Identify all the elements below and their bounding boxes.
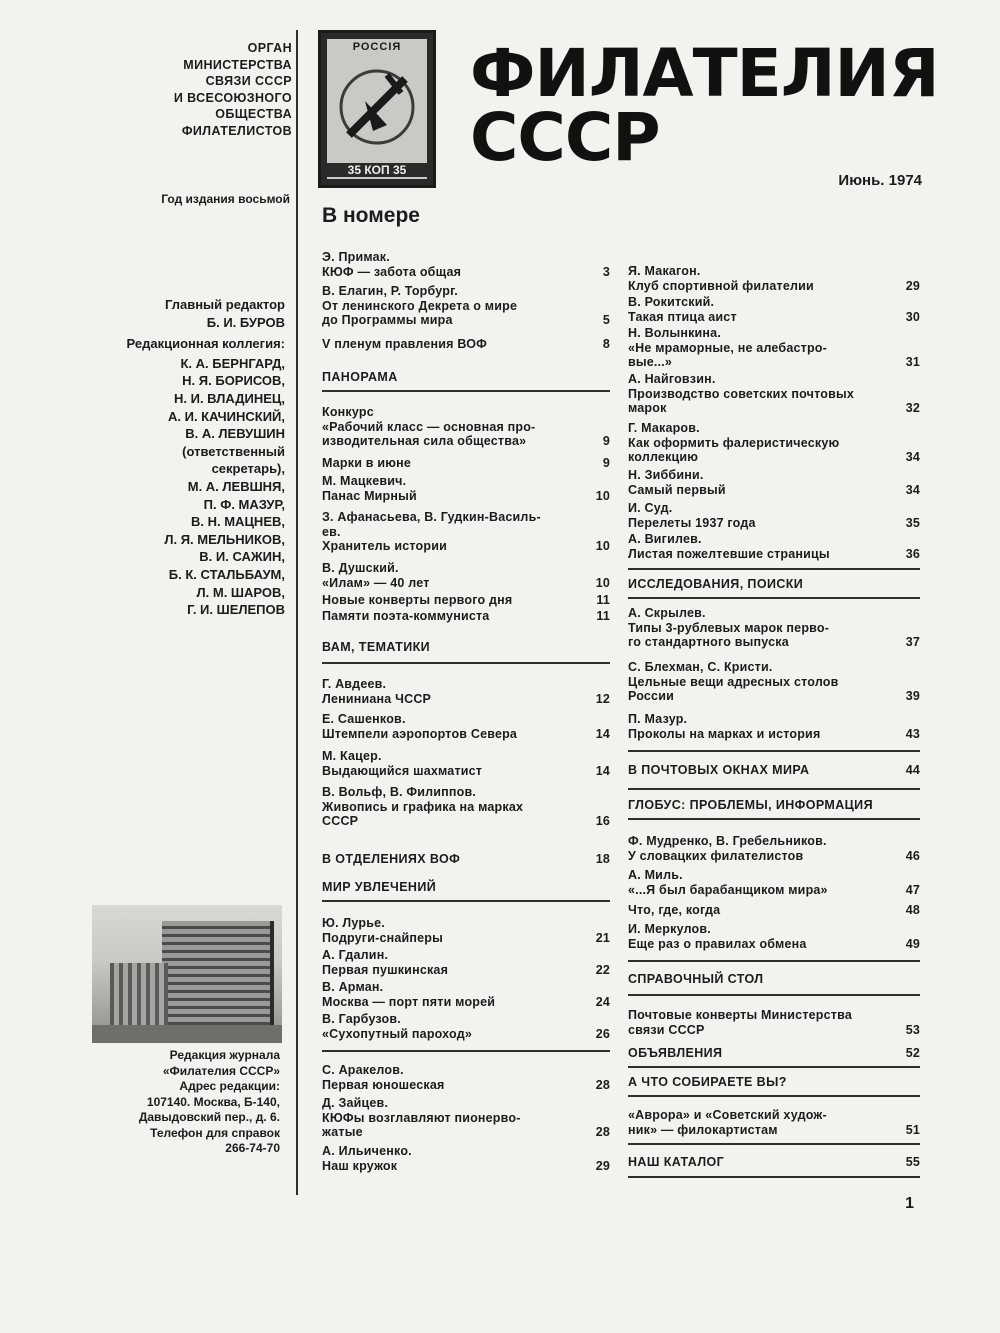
toc-author: Э. Примак.	[322, 250, 390, 264]
stamp-top-label: РОССIЯ	[352, 41, 402, 53]
stamp-bottom-label: 35 КОП 35	[321, 163, 433, 177]
toc-title: жатые	[322, 1125, 363, 1139]
section-catalog: НАШ КАТАЛОГ	[628, 1155, 725, 1169]
toc-page: 52	[905, 1046, 920, 1060]
page-number: 1	[905, 1195, 914, 1212]
toc-title: Живопись и графика на марках	[322, 799, 524, 814]
toc-author: И. Суд.	[628, 501, 673, 515]
toc-entry	[628, 532, 920, 561]
section-ads: ОБЪЯВЛЕНИЯ	[628, 1046, 723, 1060]
section-rule	[628, 788, 920, 790]
section-rule	[322, 390, 610, 392]
toc-author: В. Рокитский.	[628, 295, 715, 309]
section-rule	[628, 1095, 920, 1097]
toc-author: Н. Волынкина.	[628, 326, 722, 340]
toc-entry	[322, 510, 610, 554]
toc-author: С. Аракелов.	[322, 1063, 404, 1077]
board-member: Н. Я. БОРИСОВ,	[182, 373, 285, 389]
toc-page: 35	[905, 515, 920, 530]
toc-entry	[628, 501, 920, 530]
address-line: 266-74-70	[225, 1141, 280, 1155]
toc-author: А. Ильиченко.	[322, 1144, 412, 1158]
toc-entry	[322, 1012, 610, 1041]
toc-title: От ленинского Декрета о мире	[322, 298, 518, 313]
toc-author: Д. Зайцев.	[322, 1096, 389, 1110]
toc-title: Первая юношеская	[322, 1077, 445, 1092]
toc-title: Выдающийся шахматист	[322, 763, 483, 778]
toc-section-entry	[628, 763, 920, 778]
board-member: А. И. КАЧИНСКИЙ,	[168, 408, 285, 424]
board-member: Г. И. ШЕЛЕПОВ	[187, 602, 285, 618]
toc-entry	[628, 712, 920, 741]
toc-entry	[322, 456, 610, 471]
section-rule	[628, 1143, 920, 1145]
toc-page: 14	[595, 763, 610, 778]
building-tower	[162, 921, 274, 1025]
toc-title: Подруги-снайперы	[322, 930, 444, 945]
toc-entry	[628, 372, 920, 416]
toc-page: 8	[602, 337, 610, 351]
org-line: ОБЩЕСТВА	[215, 107, 292, 121]
toc-entry	[628, 660, 920, 704]
toc-page: 30	[905, 309, 920, 324]
editorial-address	[60, 1048, 280, 1157]
toc-title: «Аврора» и «Советский худож-	[628, 1108, 827, 1122]
section-rule	[628, 568, 920, 570]
toc-author: В. Арман.	[322, 980, 384, 994]
chief-editor-label: Главный редактор	[165, 297, 285, 312]
toc-title: Проколы на марках и история	[628, 726, 821, 741]
toc-title: марок	[628, 401, 667, 415]
toc-page: 10	[595, 539, 610, 553]
toc-page: 22	[595, 962, 610, 977]
toc-page: 29	[905, 278, 920, 293]
toc-page: 26	[595, 1026, 610, 1041]
toc-title: Что, где, когда	[628, 903, 721, 917]
toc-title: Листая пожелтевшие страницы	[628, 546, 830, 561]
toc-page: 18	[595, 852, 610, 866]
address-line: Адрес редакции:	[179, 1079, 280, 1093]
toc-page: 34	[905, 482, 920, 497]
toc-page: 28	[595, 1077, 610, 1092]
toc-page: 9	[602, 456, 610, 470]
contents-heading: В номере	[322, 204, 420, 227]
toc-entry	[628, 868, 920, 897]
section-reference: СПРАВОЧНЫЙ СТОЛ	[628, 972, 764, 986]
board-member: М. А. ЛЕВШНЯ,	[187, 478, 285, 494]
toc-page: 36	[905, 546, 920, 561]
toc-title: Цельные вещи адресных столов	[628, 674, 839, 689]
toc-entry	[322, 405, 610, 449]
section-panorama: ПАНОРАМА	[322, 370, 398, 384]
toc-entry	[628, 264, 920, 293]
toc-entry	[628, 421, 920, 465]
board-member: Н. И. ВЛАДИНЕЦ,	[173, 390, 285, 406]
toc-entry	[628, 1108, 920, 1137]
toc-entry	[322, 916, 610, 945]
toc-entry	[322, 1063, 610, 1092]
toc-page: 14	[595, 726, 610, 741]
toc-entry	[628, 903, 920, 918]
issue-date: Июнь. 1974	[838, 172, 922, 189]
section-rule	[628, 597, 920, 599]
section-rule	[628, 994, 920, 996]
toc-page: 28	[595, 1125, 610, 1139]
toc-page: 16	[595, 814, 610, 828]
toc-section-entry	[628, 1155, 920, 1170]
toc-title: Марки в июне	[322, 456, 411, 470]
section-research: ИССЛЕДОВАНИЯ, ПОИСКИ	[628, 577, 804, 591]
toc-page: 24	[595, 994, 610, 1009]
toc-author: П. Мазур.	[628, 712, 688, 726]
toc-author: В. Вольф, В. Филиппов.	[322, 785, 477, 799]
toc-page: 47	[905, 882, 920, 897]
toc-title: Такая птица аист	[628, 309, 737, 324]
toc-title: Памяти поэта-коммуниста	[322, 609, 490, 623]
toc-page: 53	[905, 1022, 920, 1037]
toc-author: Я. Макагон.	[628, 264, 701, 278]
address-line: 107140. Москва, Б-140,	[146, 1094, 280, 1109]
toc-page: 39	[905, 689, 920, 703]
toc-author: М. Мацкевич.	[322, 474, 407, 488]
toc-title: Конкурс	[322, 405, 374, 419]
address-line: Телефон для справок	[150, 1125, 280, 1140]
toc-title: СССР	[322, 814, 359, 828]
toc-entry	[322, 785, 610, 829]
toc-entry	[322, 593, 610, 608]
toc-author: А. Миль.	[628, 868, 683, 882]
editorial-board	[85, 296, 285, 619]
toc-author: Г. Макаров.	[628, 421, 700, 435]
toc-title: «Рабочий класс — основная про-	[322, 419, 536, 434]
toc-author: Е. Сашенков.	[322, 712, 406, 726]
toc-entry	[322, 1096, 610, 1140]
toc-entry	[628, 1008, 920, 1037]
toc-title: «Сухопутный пароход»	[322, 1026, 472, 1041]
title-line-2: СССР	[470, 99, 660, 176]
toc-entry	[322, 609, 610, 624]
toc-title: Клуб спортивной филателии	[628, 278, 814, 293]
publication-year: Год издания восьмой	[161, 192, 290, 206]
toc-title: «Илам» — 40 лет	[322, 575, 430, 590]
org-line: МИНИСТЕРСТВА	[183, 57, 292, 72]
toc-title: Штемпели аэропортов Севера	[322, 726, 518, 741]
toc-page: 37	[905, 635, 920, 649]
stamp-image	[327, 39, 427, 179]
toc-author: М. Кацер.	[322, 749, 382, 763]
section-hobby: МИР УВЛЕЧЕНИЙ	[322, 880, 437, 894]
street	[92, 1025, 282, 1043]
toc-entry	[322, 677, 610, 706]
toc-entry	[322, 561, 610, 590]
toc-page: 46	[905, 848, 920, 863]
toc-page: 11	[596, 593, 610, 607]
section-rule	[322, 900, 610, 902]
toc-page: 34	[905, 450, 920, 464]
address-line: Давыдовский пер., д. 6.	[138, 1110, 280, 1124]
org-line: СВЯЗИ СССР	[205, 74, 292, 88]
toc-entry	[322, 948, 610, 977]
address-line: Редакция журнала	[169, 1048, 280, 1062]
toc-title: го стандартного выпуска	[628, 635, 789, 649]
toc-entry	[628, 295, 920, 324]
section-themes: ВАМ, ТЕМАТИКИ	[322, 640, 431, 654]
toc-entry	[628, 468, 920, 497]
toc-page: 9	[602, 434, 610, 448]
toc-author: Н. Зиббини.	[628, 468, 704, 482]
section-rule	[322, 1050, 610, 1052]
toc-title: Еще раз о правилах обмена	[628, 936, 807, 951]
toc-title: Хранитель истории	[322, 539, 447, 553]
office-building-photo	[92, 905, 282, 1043]
toc-entry	[628, 326, 920, 370]
toc-title: вые...»	[628, 355, 673, 369]
toc-entry	[322, 284, 610, 328]
toc-entry	[322, 712, 610, 741]
stamp-art	[327, 39, 427, 179]
board-member: секретарь),	[211, 461, 285, 477]
toc-title: Лениниана ЧССР	[322, 691, 432, 706]
toc-title: Самый первый	[628, 482, 726, 497]
toc-title: КЮФ — забота общая	[322, 264, 462, 279]
toc-entry	[628, 922, 920, 951]
toc-page: 32	[905, 401, 920, 415]
toc-entry	[322, 337, 610, 352]
toc-page: 44	[905, 763, 920, 777]
section-branches: В ОТДЕЛЕНИЯХ ВОФ	[322, 852, 461, 866]
section-rule	[628, 818, 920, 820]
toc-title: Типы 3-рублевых марок перво-	[628, 620, 830, 635]
section-windows: В ПОЧТОВЫХ ОКНАХ МИРА	[628, 763, 810, 777]
toc-author: В. Душский.	[322, 561, 399, 575]
toc-title: Новые конверты первого дня	[322, 593, 513, 607]
toc-section-entry	[322, 852, 610, 867]
toc-author: ев.	[322, 524, 341, 539]
column-divider	[296, 30, 298, 1195]
toc-entry	[322, 980, 610, 1009]
toc-title: Как оформить фалеристическую	[628, 435, 840, 450]
toc-entry	[322, 1144, 610, 1173]
board-member: К. А. БЕРНГАРД,	[180, 355, 285, 371]
toc-title: Москва — порт пяти морей	[322, 994, 496, 1009]
toc-author: В. Гарбузов.	[322, 1012, 401, 1026]
board-member: П. Ф. МАЗУР,	[203, 496, 285, 512]
publisher-block	[122, 40, 292, 139]
toc-author: А. Найговзин.	[628, 372, 716, 386]
toc-page: 12	[595, 691, 610, 706]
toc-author: В. Елагин, Р. Торбург.	[322, 284, 458, 298]
toc-entry	[628, 834, 920, 863]
toc-title: России	[628, 689, 674, 703]
toc-title: Перелеты 1937 года	[628, 515, 756, 530]
toc-entry	[322, 250, 610, 279]
board-member: В. Н. МАЦНЕВ,	[191, 514, 285, 530]
toc-title: Производство советских почтовых	[628, 386, 855, 401]
toc-page: 21	[595, 930, 610, 945]
toc-author: С. Блехман, С. Кристи.	[628, 660, 773, 674]
magazine-title	[470, 35, 939, 176]
toc-author: Г. Авдеев.	[322, 677, 387, 691]
toc-page: 11	[596, 609, 610, 623]
board-member: В. И. САЖИН,	[199, 549, 285, 565]
section-rule	[628, 750, 920, 752]
stamp-illustration	[318, 30, 436, 188]
toc-page: 43	[905, 726, 920, 741]
toc-title: Почтовые конверты Министерства	[628, 1008, 852, 1022]
toc-title: до Программы мира	[322, 313, 453, 327]
toc-author: А. Гдалин.	[322, 948, 389, 962]
toc-page: 3	[602, 264, 610, 279]
chief-editor-name: Б. И. БУРОВ	[206, 314, 285, 330]
toc-title: V пленум правления ВОФ	[322, 337, 488, 351]
toc-page: 10	[595, 575, 610, 590]
org-line: И ВСЕСОЮЗНОГО	[173, 90, 292, 105]
toc-title: «...Я был барабанщиком мира»	[628, 882, 828, 897]
section-rule	[628, 960, 920, 962]
title-line-1: ФИЛАТЕЛИЯ	[470, 35, 939, 112]
toc-title: КЮФы возглавляют пионерво-	[322, 1110, 521, 1125]
section-collect: А ЧТО СОБИРАЕТЕ ВЫ?	[628, 1075, 787, 1089]
address-line: «Филателия СССР»	[162, 1063, 280, 1078]
toc-page: 29	[595, 1158, 610, 1173]
toc-title: Панас Мирный	[322, 488, 417, 503]
toc-page: 5	[602, 313, 610, 327]
toc-title: ник» — филокартистам	[628, 1122, 778, 1137]
building-wing	[110, 963, 168, 1025]
toc-title: Первая пушкинская	[322, 962, 449, 977]
toc-author: Ю. Лурье.	[322, 916, 385, 930]
toc-section-entry	[628, 1046, 920, 1061]
board-member: В. А. ЛЕВУШИН	[185, 426, 285, 442]
toc-author: А. Скрылев.	[628, 606, 706, 620]
toc-author: Ф. Мудренко, В. Гребельников.	[628, 834, 827, 848]
toc-title: Наш кружок	[322, 1158, 398, 1173]
toc-title: «Не мраморные, не алебастро-	[628, 340, 827, 355]
toc-author: А. Вигилев.	[628, 532, 702, 546]
toc-page: 49	[905, 936, 920, 951]
org-line: ФИЛАТЕЛИСТОВ	[181, 123, 292, 138]
toc-page: 55	[905, 1155, 920, 1169]
toc-entry	[628, 606, 920, 650]
toc-entry	[322, 474, 610, 503]
board-member: Л. М. ШАРОВ,	[196, 584, 285, 600]
section-globe: ГЛОБУС: ПРОБЛЕМЫ, ИНФОРМАЦИЯ	[628, 798, 873, 812]
section-rule	[628, 1066, 920, 1068]
toc-page: 31	[905, 355, 920, 369]
toc-title: изводительная сила общества»	[322, 434, 527, 448]
toc-entry	[322, 749, 610, 778]
board-member: Б. К. СТАЛЬБАУМ,	[168, 566, 285, 582]
section-rule	[322, 662, 610, 664]
toc-title: коллекцию	[628, 450, 699, 464]
org-line: ОРГАН	[247, 41, 292, 55]
toc-author: И. Меркулов.	[628, 922, 711, 936]
board-member: (ответственный	[182, 443, 285, 459]
toc-title: У словацких филателистов	[628, 848, 804, 863]
toc-author: З. Афанасьева, В. Гудкин-Василь-	[322, 510, 541, 524]
toc-title: связи СССР	[628, 1022, 705, 1037]
board-label: Редакционная коллегия:	[126, 336, 285, 352]
toc-page: 48	[905, 903, 920, 917]
toc-page: 10	[595, 488, 610, 503]
toc-page: 51	[905, 1122, 920, 1137]
board-member: Л. Я. МЕЛЬНИКОВ,	[164, 531, 285, 547]
section-rule	[628, 1176, 920, 1178]
